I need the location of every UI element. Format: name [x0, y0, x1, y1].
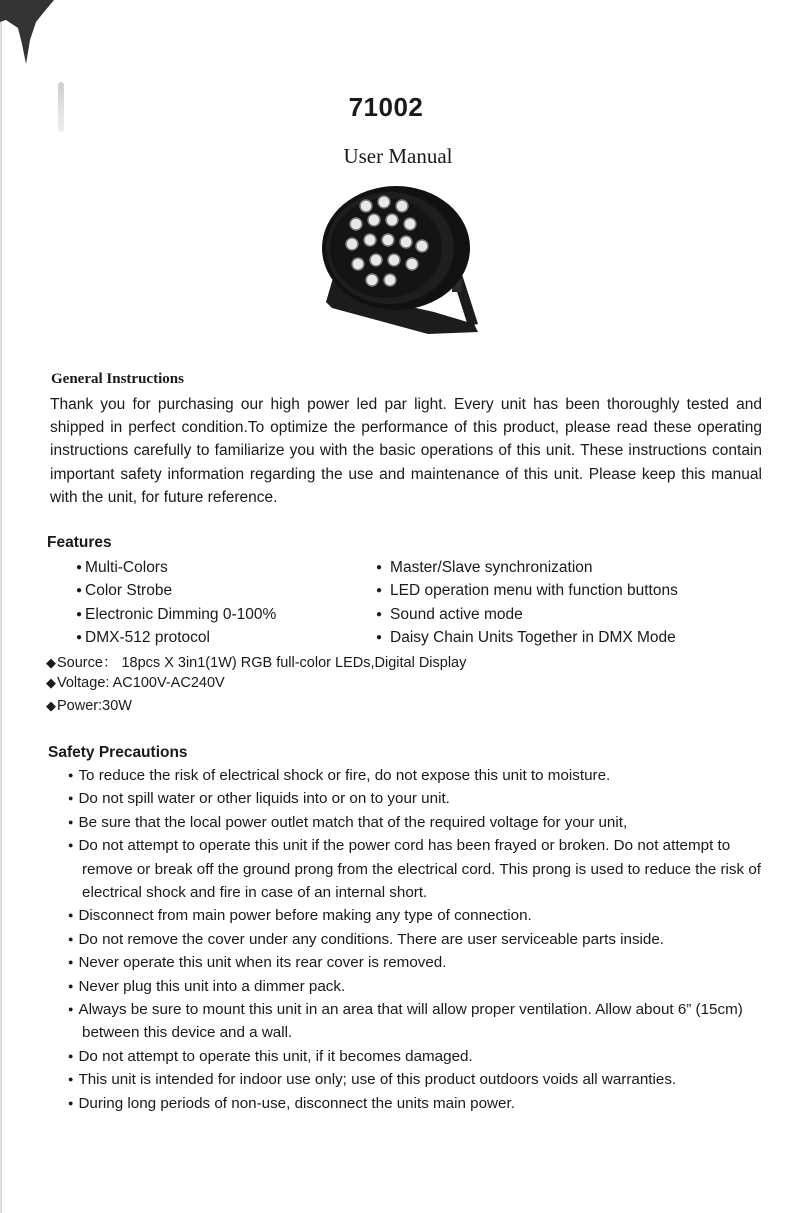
list-item: ● Always be sure to mount this unit in an area that will allow proper ventilation. Allow about 6” (15cm) between this device and a wall.	[58, 998, 764, 1045]
spec-voltage: ◆ Voltage: AC100V-AC240V	[46, 675, 225, 691]
list-item: ● DMX-512 protocol	[76, 626, 276, 649]
list-item: ● Do not remove the cover under any conditions. There are user serviceable parts inside.	[58, 928, 764, 951]
features-list-right	[376, 556, 678, 649]
list-item: ● Daisy Chain Units Together in DMX Mode	[376, 626, 678, 649]
list-item: ● To reduce the risk of electrical shock or fire, do not expose this unit to moisture.	[58, 764, 764, 787]
list-item: ● Multi-Colors	[76, 556, 276, 579]
list-item: ● LED operation menu with function buttons	[376, 579, 678, 602]
list-item: ● Sound active mode	[376, 603, 678, 626]
general-instructions-text: Thank you for purchasing our high power led par light. Every unit has been thoroughly tested and shipped in perfect condition.To optimize the performance of this product, please read these operating instructions carefully to familiarize you with the basic operations of this unit. These instructions contain important safety information regarding the use and maintenance of this unit. Please keep this manual with the unit, for future reference.	[50, 396, 762, 506]
list-item: ● Do not spill water or other liquids into or on to your unit.	[58, 787, 764, 810]
manual-subtitle: User Manual	[343, 144, 453, 168]
general-instructions-heading: General Instructions	[51, 371, 184, 387]
list-item: ● Do not attempt to operate this unit, if it becomes damaged.	[58, 1045, 764, 1068]
model-number: 71002	[348, 92, 424, 122]
list-item: ● During long periods of non-use, disconnect the units main power.	[58, 1092, 764, 1115]
safety-precautions-heading: Safety Precautions	[48, 744, 188, 761]
list-item: ● Master/Slave synchronization	[376, 556, 678, 579]
list-item: ● Do not attempt to operate this unit if the power cord has been frayed or broken. Do not attempt to remove or break off the ground prong from the electrical cord. This prong is used to reduce the risk of electrical shock and fire in case of an internal short.	[58, 834, 764, 904]
safety-list	[58, 764, 764, 1115]
features-list-left	[76, 556, 276, 649]
spec-source: ◆ Source： 18pcs X 3in1(1W) RGB full-color LEDs,Digital Display	[46, 651, 466, 672]
corner-tape-mark	[0, 0, 60, 70]
list-item: ● Electronic Dimming 0-100%	[76, 603, 276, 626]
list-item: ● Never plug this unit into a dimmer pack.	[58, 975, 764, 998]
list-item: ● Never operate this unit when its rear cover is removed.	[58, 951, 764, 974]
features-heading: Features	[47, 534, 112, 551]
led-par-light-image	[318, 184, 483, 344]
list-item: ● This unit is intended for indoor use only; use of this product outdoors voids all warranties.	[58, 1068, 764, 1091]
list-item: ● Disconnect from main power before making any type of connection.	[58, 904, 764, 927]
list-item: ● Color Strobe	[76, 579, 276, 602]
list-item: ● Be sure that the local power outlet match that of the required voltage for your unit,	[58, 811, 764, 834]
page-edge	[0, 0, 2, 1213]
spec-power: ◆ Power:30W	[46, 698, 132, 714]
